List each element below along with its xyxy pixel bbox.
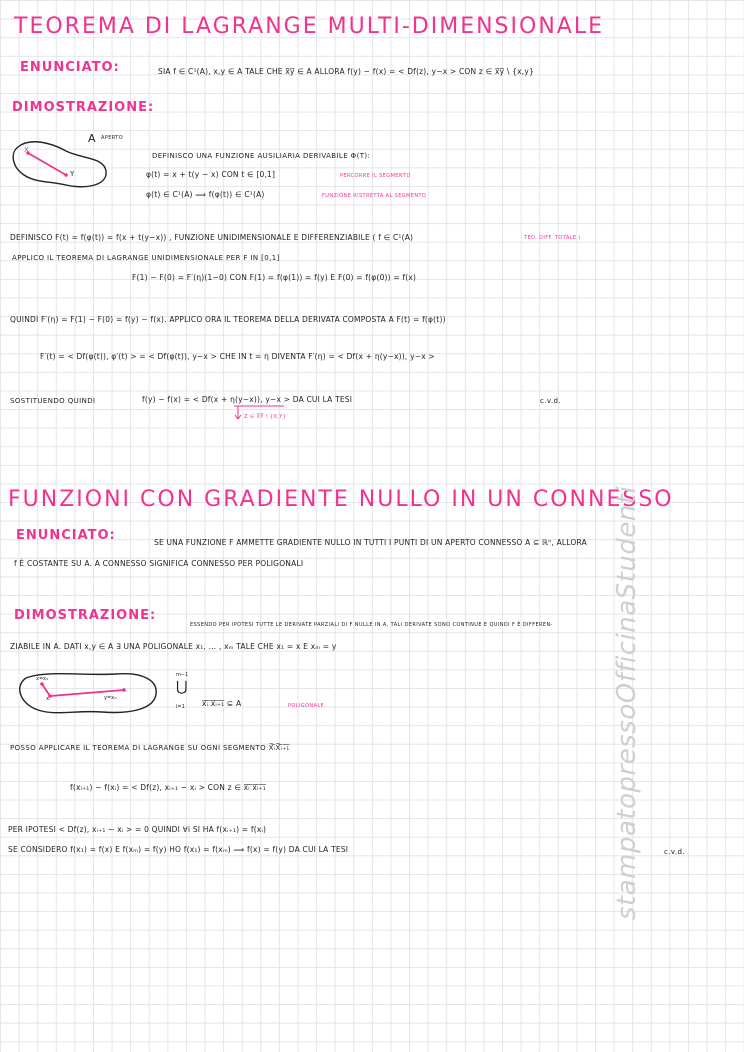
- s1-line9-note: Z ∈ X̅Y̅ \ {X,Y}: [244, 414, 287, 420]
- s2-line1: POSSO APPLICARE IL TEOREMA DI LAGRANGE SU OGNI SEGMENTO X̅ᵢ̅X̅ᵢ̅₊̅₁̅: [10, 744, 290, 752]
- s1-line3-note: FUNZIONE RISTRETTA AL SEGMENTO: [322, 193, 427, 199]
- section2-enunciato-label: ENUNCIATO:: [16, 528, 116, 543]
- s1-cvd: c.v.d.: [540, 397, 561, 405]
- section2-enunciato-text: SE UNA FUNZIONE F AMMETTE GRADIENTE NULLO IN TUTTI I PUNTI DI UN APERTO CONNESSO A ⊆ ℝⁿ, ALLORA: [154, 538, 587, 547]
- s1-line9a: SOSTITUENDO QUINDI: [10, 397, 96, 405]
- s1-line4-note: TEO. DIFF. TOTALE ): [524, 235, 581, 241]
- s1-line1: DEFINISCO UNA FUNZIONE AUSILIARIA DERIVABILE Φ(T):: [152, 152, 371, 160]
- aperto-note: APERTO: [101, 135, 124, 141]
- label-ym: y=xₘ: [104, 695, 118, 701]
- s2-cvd: c.v.d.: [664, 848, 685, 856]
- s2-dim-text: ESSENDO PER IPOTESI TUTTE LE DERIVATE PARZIALI DI F NULLE IN A, TALI DERIVATE SONO CONTINUE E QUINDI F È DIFFEREN-: [190, 622, 553, 628]
- s1-line4: DEFINISCO F(t) = f(φ(t)) = f(x + t(y−x)) , FUNZIONE UNIDIMENSIONALE E DIFFERENZIABILE ( f ∈ C¹(A): [10, 233, 414, 242]
- point-y-label: Y: [70, 170, 75, 178]
- union-note: POLIGONALE: [288, 703, 325, 709]
- point-x-label: X: [24, 146, 30, 154]
- label-xi: xᵢ: [46, 696, 50, 702]
- section1-enunciato-text: SIA f ∈ C¹(A), x,y ∈ A TALE CHE x̅y̅ ∈ A ALLORA f(y) − f(x) = < Df(z), y−x > CON z ∈ x̅y̅ \ {x,y}: [158, 67, 534, 76]
- s2-line4: SE CONSIDERO f(x₁) = f(x) E f(xₘ) = f(y) HO f(x₁) = f(xₘ) ⟹ f(x) = f(y) DA CUI LA TESI: [8, 845, 349, 854]
- union-text: x̅ᵢ̅ ̅x̅ᵢ̅₊̅₁̅ ⊆ A: [202, 699, 242, 708]
- s1-line7: QUINDI F′(η) = F(1) − F(0) = f(y) − f(x). APPLICO ORA IL TEOREMA DELLA DERIVATA COMPOSTA A F(t) = f(φ(t)): [10, 315, 446, 324]
- s1-line9b: f(y) − f(x) = < Df(x + η(y−x)), y−x > DA CUI LA TESI: [142, 395, 353, 404]
- s1-line5: APPLICO IL TEOREMA DI LAGRANGE UNIDIMENSIONALE PER F IN [0,1]: [12, 254, 280, 262]
- section2-enunciato-text2: f È COSTANTE SU A. A CONNESSO SIGNIFICA CONNESSO PER POLIGONALI: [14, 559, 304, 568]
- section2-title: FUNZIONI CON GRADIENTE NULLO IN UN CONNESSO: [8, 487, 674, 512]
- underline-arrow: [232, 402, 312, 424]
- section1-enunciato-label: ENUNCIATO:: [20, 60, 120, 75]
- watermark: stampatopressoOfficinaStudenti: [612, 485, 642, 920]
- union-symbol: ⋃: [176, 679, 188, 695]
- s2-line3: PER IPOTESI < Df(z), xᵢ₊₁ − xᵢ > = 0 QUINDI ∀i SI HA f(xᵢ₊₁) = f(xᵢ): [8, 825, 267, 834]
- union-top: m−1: [176, 672, 189, 678]
- union-bottom: i=1: [176, 704, 185, 710]
- s1-line2: φ(t) = x + t(y − x) CON t ∈ [0,1]: [146, 170, 276, 179]
- s1-line3: φ(t) ∈ C¹(A) ⟹ f(φ(t)) ∈ C¹(A): [146, 190, 265, 199]
- label-x1: x=x₁: [36, 676, 49, 682]
- s1-line2-note: PERCORRE IL SEGMENTO: [340, 173, 411, 179]
- section1-title: TEOREMA DI LAGRANGE MULTI-DIMENSIONALE: [14, 14, 604, 39]
- s2-dim-text2: ZIABILE IN A. DATI x,y ∈ A ∃ UNA POLIGONALE x₁, … , xₘ TALE CHE x₁ = x E xₘ = y: [10, 642, 337, 651]
- s1-line8: F′(t) = < Df(φ(t)), φ′(t) > = < Df(φ(t)), y−x > CHE IN t = η DIVENTA F′(η) = < Df(x + η(y−x)), y−x >: [40, 352, 435, 361]
- section1-dimostrazione-label: DIMOSTRAZIONE:: [12, 100, 155, 115]
- s1-line6: F(1) − F(0) = F′(η)(1−0) CON F(1) = f(φ(1)) = f(y) E F(0) = f(φ(0)) = f(x): [132, 273, 417, 282]
- s2-line2: f(xᵢ₊₁) − f(xᵢ) = < Df(z), xᵢ₊₁ − xᵢ > CON z ∈ x̅ᵢ̅ ̅x̅ᵢ̅₊̅₁̅: [70, 783, 266, 792]
- set-a-label: A: [88, 132, 96, 145]
- section2-dimostrazione-label: DIMOSTRAZIONE:: [14, 608, 157, 623]
